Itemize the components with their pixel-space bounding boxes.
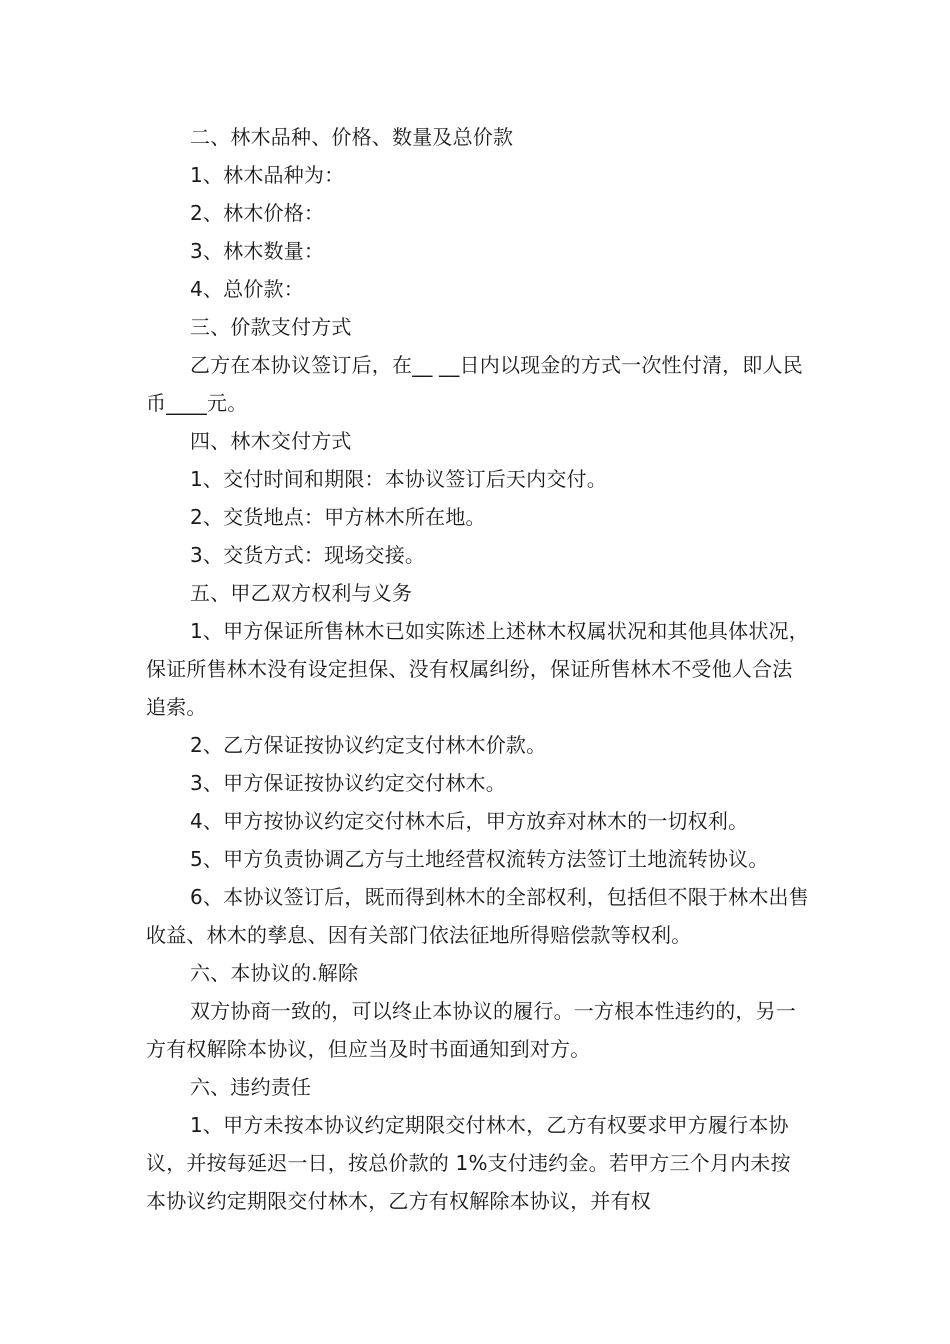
item-tree-quantity: 3、林木数量： (190, 239, 325, 263)
delivery-time-item: 1、交付时间和期限：本协议签订后天内交付。 (190, 467, 607, 491)
delivery-place-item: 2、交货地点：甲方林木所在地。 (190, 505, 486, 529)
payment-paragraph: 乙方在本协议签订后，在__ __日内以现金的方式一次性付清，即人民币____元。 (146, 353, 803, 415)
rights-item-6: 6、本协议签订后，既而得到林木的全部权利，包括但不限于林木出售收益、林木的孳息、因有关部门依法征地所得赔偿款等权利。 (146, 885, 809, 947)
liability-item-1: 1、甲方未按本协议约定期限交付林木，乙方有权要求甲方履行本协议，并按每延迟一日，按总价款的 1%支付违约金。若甲方三个月内未按本协议约定期限交付林木，乙方有权解除本协议，并有权 (146, 1113, 791, 1213)
item-tree-price: 2、林木价格： (190, 201, 325, 225)
delivery-method-item: 3、交货方式：现场交接。 (190, 543, 426, 567)
rights-item-5: 5、甲方负责协调乙方与土地经营权流转方法签订土地流转协议。 (190, 847, 769, 871)
item-tree-species: 1、林木品种为： (190, 163, 345, 187)
section-heading-3: 三、价款支付方式 (190, 315, 352, 339)
section-heading-6a: 六、本协议的.解除 (190, 961, 359, 985)
termination-paragraph: 双方协商一致的，可以终止本协议的履行。一方根本性违约的，另一方有权解除本协议，但应当及时书面通知到对方。 (146, 999, 796, 1061)
rights-item-2: 2、乙方保证按协议约定支付林木价款。 (190, 733, 547, 757)
section-heading-2: 二、林木品种、价格、数量及总价款 (190, 125, 514, 149)
item-total-price: 4、总价款： (190, 277, 304, 301)
rights-item-4: 4、甲方按协议约定交付林木后，甲方放弃对林木的一切权利。 (190, 809, 749, 833)
section-heading-5: 五、甲乙双方权利与义务 (190, 581, 413, 605)
section-heading-6b: 六、违约责任 (190, 1075, 312, 1099)
rights-item-1: 1、甲方保证所售林木已如实陈述上述林木权属状况和其他具体状况，保证所售林木没有设定担保、没有权属纠纷，保证所售林木不受他人合法追索。 (146, 619, 809, 719)
rights-item-3: 3、甲方保证按协议约定交付林木。 (190, 771, 506, 795)
section-heading-4: 四、林木交付方式 (190, 429, 352, 453)
document-body (146, 118, 810, 1220)
